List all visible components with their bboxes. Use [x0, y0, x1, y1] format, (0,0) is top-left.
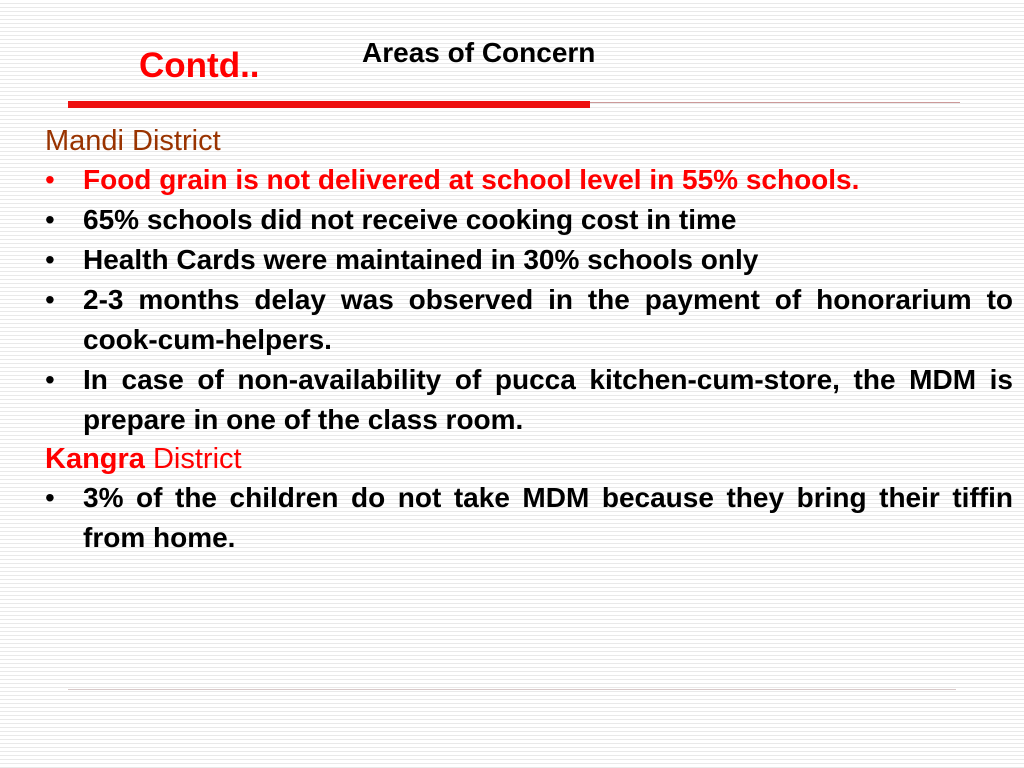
mandi-bullet-list: [45, 160, 1013, 440]
list-item: [45, 240, 1013, 280]
bullet-icon: •: [45, 164, 55, 195]
bullet-icon: •: [45, 364, 55, 395]
list-item: [45, 200, 1013, 240]
district-word: District: [144, 443, 242, 475]
bullet-icon: •: [45, 244, 55, 275]
bullet-text: 65% schools did not receive cooking cost in time: [83, 204, 737, 235]
contd-label: Contd..: [139, 46, 260, 85]
title-underline-thin: [590, 102, 960, 103]
list-item: [45, 478, 1013, 558]
kangra-district-heading: [45, 440, 1013, 478]
bullet-icon: •: [45, 204, 55, 235]
slide-content: [45, 122, 1013, 558]
kangra-name: Kangra: [45, 443, 145, 475]
list-item: [45, 360, 1013, 440]
kangra-bullet-list: [45, 478, 1013, 558]
bullet-text: 2-3 months delay was observed in the payment of honorarium to cook-cum-helpers.: [83, 284, 1013, 355]
bullet-text: Food grain is not delivered at school level in 55% schools.: [83, 164, 860, 195]
bullet-icon: •: [45, 482, 55, 513]
footer-rule: [68, 689, 956, 690]
list-item: [45, 280, 1013, 360]
mandi-district-heading: Mandi District: [45, 125, 221, 157]
bullet-text: 3% of the children do not take MDM because they bring their tiffin from home.: [83, 482, 1013, 553]
list-item: [45, 160, 1013, 200]
slide-title: Areas of Concern: [362, 37, 596, 68]
bullet-text: Health Cards were maintained in 30% schools only: [83, 244, 759, 275]
title-underline-red: [68, 101, 590, 108]
bullet-icon: •: [45, 284, 55, 315]
bullet-text: In case of non-availability of pucca kitchen-cum-store, the MDM is prepare in one of the class room.: [83, 364, 1013, 435]
